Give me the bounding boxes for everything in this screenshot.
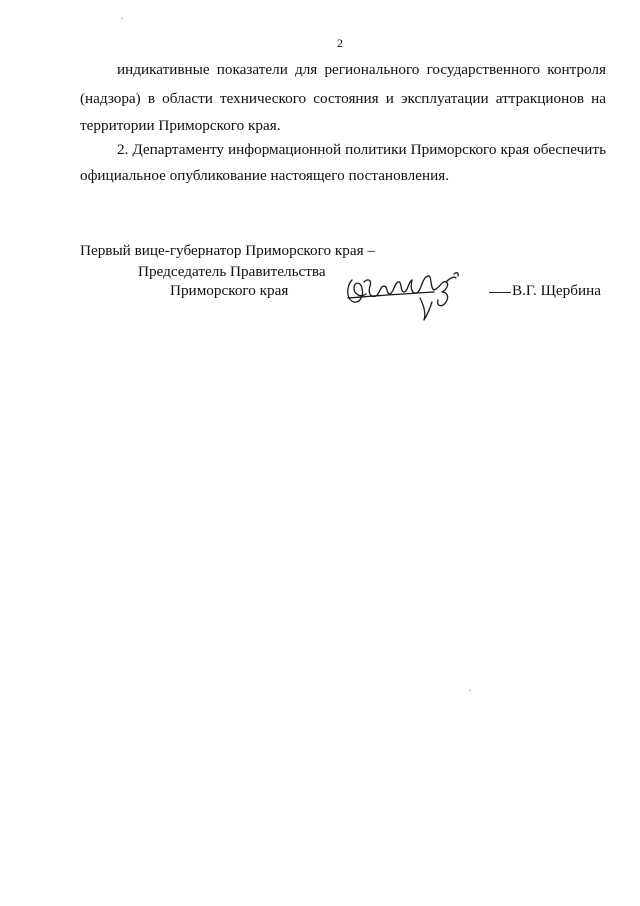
scan-speck (469, 690, 471, 691)
signatory-position-line-1: Первый вице-губернатор Приморского края – (80, 242, 375, 259)
paragraph-1-line-1: индикативные показатели для регионального государственного контроля (117, 61, 606, 78)
paragraph-1-line-3: территории Приморского края. (80, 117, 281, 134)
paragraph-2-line-1: 2. Департаменту информационной политики Приморского края обеспечить (117, 141, 606, 158)
signer-name-dash (489, 292, 511, 293)
handwritten-signature (342, 268, 472, 326)
signer-name: В.Г. Щербина (512, 282, 601, 299)
scan-speck (121, 18, 123, 19)
page-number: 2 (337, 36, 343, 50)
paragraph-2-line-2: официальное опубликование настоящего постановления. (80, 167, 449, 184)
paragraph-1-line-2: (надзора) в области технического состояния и эксплуатации аттракционов на (80, 90, 606, 107)
signatory-position-line-3: Приморского края (170, 282, 289, 299)
signatory-position-line-2: Председатель Правительства (138, 263, 326, 280)
